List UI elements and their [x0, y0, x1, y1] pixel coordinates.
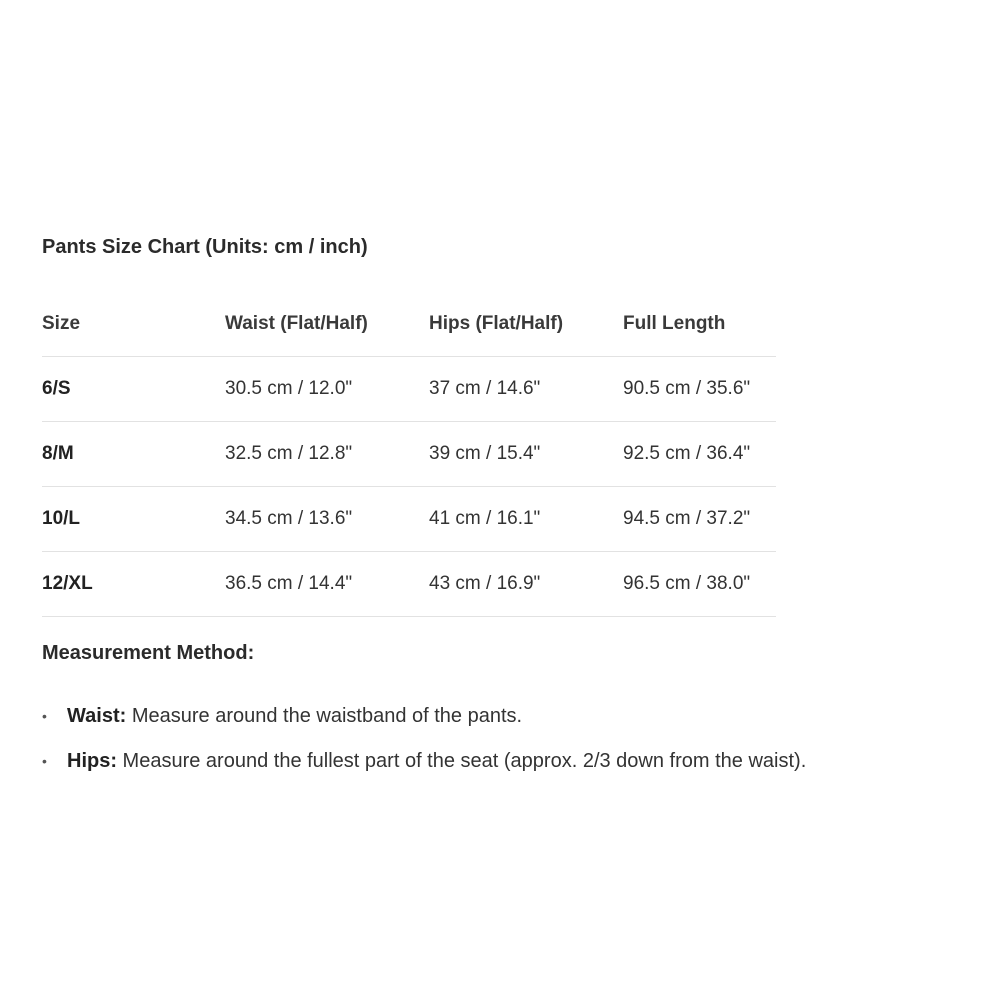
item-text: Measure around the fullest part of the seat (approx. 2/3 down from the waist). — [117, 750, 807, 772]
table-row — [42, 422, 776, 487]
table-row — [42, 552, 776, 617]
length-cell: 96.5 cm / 38.0" — [623, 573, 751, 594]
header-full-length: Full Length — [623, 313, 726, 334]
method-list — [42, 702, 806, 792]
waist-cell: 34.5 cm / 13.6" — [225, 508, 353, 529]
method-title: Measurement Method: — [42, 642, 255, 664]
size-cell: 6/S — [42, 378, 71, 399]
size-cell: 10/L — [42, 508, 81, 529]
hips-cell: 39 cm / 15.4" — [429, 443, 541, 464]
item-label: Waist: — [67, 705, 127, 727]
item-text: Measure around the waistband of the pants. — [126, 705, 523, 727]
list-item — [42, 702, 806, 747]
item-label: Hips: — [67, 750, 117, 772]
size-cell: 12/XL — [42, 573, 93, 594]
hips-cell: 41 cm / 16.1" — [429, 508, 541, 529]
list-item — [42, 747, 806, 792]
page-title: Pants Size Chart (Units: cm / inch) — [42, 236, 368, 258]
hips-cell: 43 cm / 16.9" — [429, 573, 541, 594]
length-cell: 92.5 cm / 36.4" — [623, 443, 751, 464]
length-cell: 90.5 cm / 35.6" — [623, 378, 751, 399]
bullet-icon: • — [42, 753, 47, 769]
header-size: Size — [42, 313, 81, 334]
hips-cell: 37 cm / 14.6" — [429, 378, 541, 399]
bullet-icon: • — [42, 708, 47, 724]
header-hips: Hips (Flat/Half) — [429, 313, 564, 334]
size-cell: 8/M — [42, 443, 74, 464]
header-waist: Waist (Flat/Half) — [225, 313, 368, 334]
waist-cell: 36.5 cm / 14.4" — [225, 573, 353, 594]
table-row — [42, 357, 776, 422]
table-header-row — [42, 292, 776, 357]
waist-cell: 30.5 cm / 12.0" — [225, 378, 353, 399]
size-chart-table — [42, 292, 776, 617]
table-row — [42, 487, 776, 552]
length-cell: 94.5 cm / 37.2" — [623, 508, 751, 529]
waist-cell: 32.5 cm / 12.8" — [225, 443, 353, 464]
